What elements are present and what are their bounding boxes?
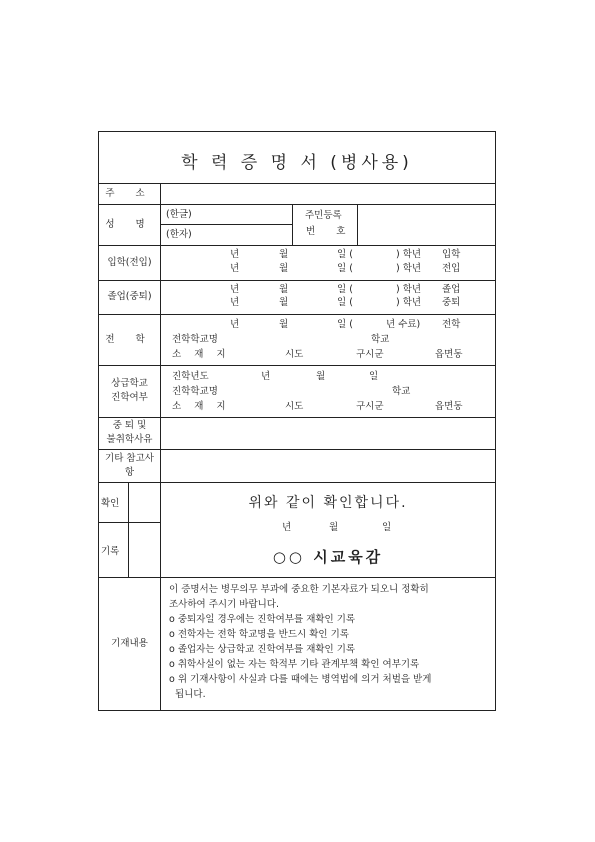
graduation-day-1: 일 ( — [337, 284, 353, 295]
transfer-gusigun: 구시군 — [356, 349, 384, 360]
advance-label-1: 상급학교 — [111, 378, 148, 389]
advance-label — [99, 365, 161, 417]
transfer-label: 전 학 — [99, 314, 161, 365]
confirm-label-cell — [99, 482, 129, 577]
admission-grade-1: ) 학년 — [396, 249, 422, 260]
other-row — [99, 449, 495, 483]
admission-year-1: 년 — [230, 249, 240, 260]
advance-gusigun: 구시군 — [356, 401, 384, 412]
confirm-day: 일 — [382, 522, 392, 533]
advance-sido: 시도 — [285, 401, 304, 412]
dropout-label-2: 불취학사유 — [106, 434, 153, 445]
dropout-label — [99, 417, 161, 449]
issuing-authority: ○○ 시교육감 — [272, 548, 384, 566]
dropout-label-1: 중 퇴 및 — [112, 420, 147, 431]
graduation-year-1: 년 — [230, 284, 240, 295]
resident-label-1: 주민등록 — [305, 210, 342, 221]
graduation-row — [99, 280, 495, 315]
admission-type-1: 입학 — [442, 249, 461, 260]
confirm-row — [99, 482, 495, 578]
transfer-month: 월 — [279, 319, 289, 330]
admission-month-2: 월 — [279, 263, 289, 274]
notes-label: 기재내용 — [99, 577, 161, 710]
address-label: 주 소 — [99, 183, 161, 204]
admission-year-2: 년 — [230, 263, 240, 274]
other-label-2: 항 — [124, 466, 135, 478]
transfer-location-label: 소 재 지 — [172, 349, 231, 360]
advance-row — [99, 365, 495, 418]
name-row — [99, 204, 495, 246]
graduation-type-1: 졸업 — [442, 284, 461, 295]
resident-label-2: 번 호 — [306, 226, 355, 237]
address-row — [99, 183, 495, 205]
confirm-label: 확인 — [101, 498, 120, 509]
advance-month: 월 — [316, 371, 326, 382]
other-label-1: 기타 참고사 — [105, 452, 154, 464]
name-vline-2 — [357, 204, 358, 245]
note-line: 조사하여 주시기 바랍니다. — [169, 599, 280, 610]
dropout-row — [99, 417, 495, 450]
admission-row — [99, 245, 495, 281]
graduation-year-2: 년 — [230, 297, 240, 308]
advance-school-suffix: 학교 — [392, 386, 411, 397]
transfer-school-suffix: 학교 — [371, 334, 390, 345]
transfer-sido: 시도 — [285, 349, 304, 360]
note-line: 이 증명서는 병무의무 부과에 중요한 기본자료가 되오니 정확히 — [169, 584, 429, 595]
confirm-body — [161, 482, 495, 577]
note-line: o 위 기재사항이 사실과 다를 때에는 병역법에 의거 처벌을 받게 — [169, 674, 432, 685]
graduation-day-2: 일 ( — [337, 297, 353, 308]
graduation-grade-1: ) 학년 — [396, 284, 422, 295]
advance-location-label: 소 재 지 — [172, 401, 231, 412]
advance-eupmyeondong: 읍면동 — [435, 401, 463, 412]
admission-label: 입학(전입) — [99, 245, 161, 280]
note-line: o 취학사실이 없는 자는 학적부 기타 관계부책 확인 여부기록 — [169, 659, 420, 670]
transfer-complete: 년 수료) — [386, 319, 421, 330]
confirm-year: 년 — [282, 522, 292, 533]
confirm-statement: 위와 같이 확인합니다. — [248, 495, 408, 511]
advance-year: 년 — [261, 371, 271, 382]
confirm-month: 월 — [329, 522, 339, 533]
admission-grade-2: ) 학년 — [396, 263, 422, 274]
name-divider — [160, 224, 292, 225]
record-label: 기록 — [101, 546, 120, 557]
transfer-year: 년 — [230, 319, 240, 330]
note-line: 됩니다. — [169, 689, 206, 700]
title-row — [99, 132, 495, 184]
certificate-form — [98, 131, 496, 711]
admission-day-1: 일 ( — [337, 249, 353, 260]
graduation-label: 졸업(중퇴) — [99, 280, 161, 314]
transfer-eupmyeondong: 읍면동 — [435, 349, 463, 360]
transfer-type: 전학 — [442, 319, 461, 330]
name-vline-1 — [292, 204, 293, 245]
note-line: o 전학자는 전학 학교명을 반드시 확인 기록 — [169, 629, 349, 640]
name-hanja-label: (한자) — [166, 229, 192, 240]
transfer-school-label: 전학학교명 — [172, 334, 218, 345]
admission-day-2: 일 ( — [337, 263, 353, 274]
name-hangul-label: (한글) — [166, 209, 192, 220]
note-line: o 졸업자는 상급학교 진학여부를 재확인 기록 — [169, 644, 356, 655]
graduation-month-2: 월 — [279, 297, 289, 308]
admission-month-1: 월 — [279, 249, 289, 260]
document-title: 학 력 증 명 서 (병사용) — [181, 153, 413, 173]
transfer-row — [99, 314, 495, 366]
notes-row — [99, 577, 495, 710]
graduation-type-2: 중퇴 — [442, 297, 461, 308]
advance-label-2: 진학여부 — [111, 392, 148, 403]
other-label — [99, 449, 161, 482]
admission-type-2: 전입 — [442, 263, 461, 274]
graduation-month-1: 월 — [279, 284, 289, 295]
advance-school-label: 진학학교명 — [172, 386, 218, 397]
name-label: 성 명 — [99, 204, 161, 245]
confirm-divider — [99, 522, 160, 523]
advance-day: 일 — [369, 371, 379, 382]
graduation-grade-2: ) 학년 — [396, 297, 422, 308]
transfer-day: 일 ( — [337, 319, 353, 330]
advance-year-label: 진학년도 — [172, 371, 209, 382]
note-line: o 중퇴자일 경우에는 진학여부를 재확인 기록 — [169, 614, 356, 625]
